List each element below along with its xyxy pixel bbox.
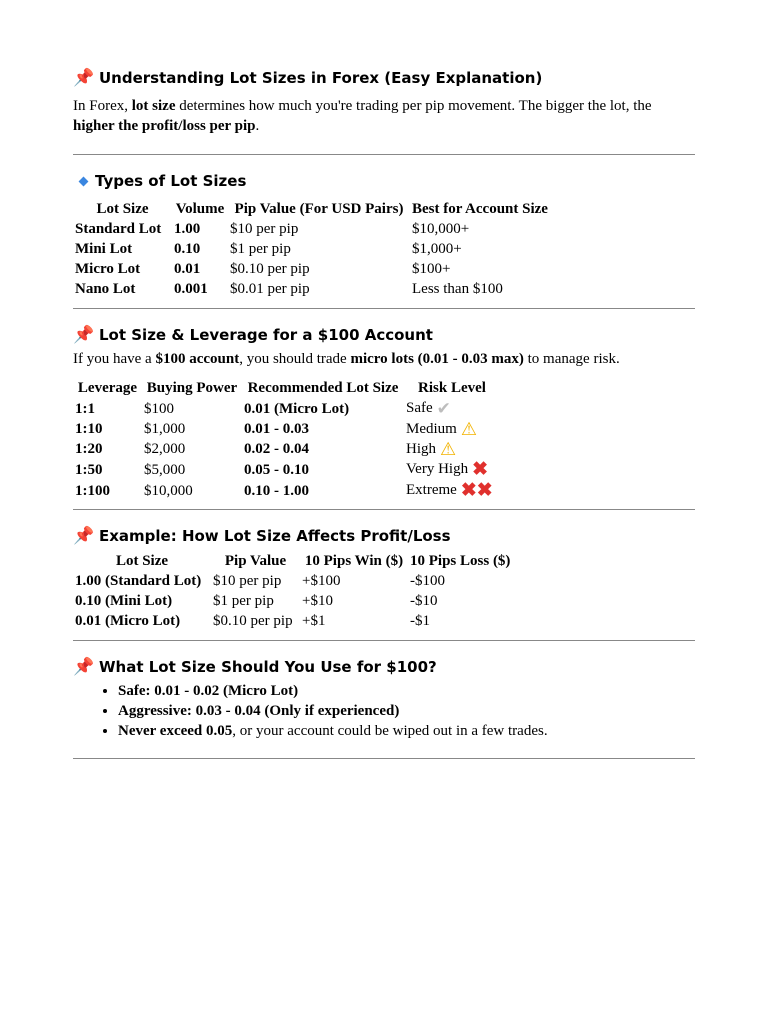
cell-pip-value: $1 per pip [230, 241, 291, 257]
cell-lot-size: Nano Lot [75, 281, 136, 297]
cell-risk-level [404, 459, 500, 480]
table-row [73, 591, 512, 611]
intro-bold-lot-size: lot size [131, 98, 176, 114]
divider [73, 154, 695, 155]
intro-text-2: determines how much you're trading per pip movement. The bigger the lot, the [175, 98, 652, 114]
double-cross-icon: ✖✖ [460, 480, 493, 501]
cell-win: +$1 [302, 613, 326, 629]
cell-account-size: $10,000+ [412, 221, 470, 237]
col-header-loss: 10 Pips Loss ($) [410, 553, 511, 569]
cell-risk-level [404, 398, 500, 419]
divider [73, 640, 695, 641]
pushpin-icon: 📌 [73, 68, 95, 88]
table-row [73, 459, 500, 480]
cell-win: +$10 [302, 593, 333, 609]
cell-buying-power: $1,000 [144, 421, 186, 437]
cell-leverage: 1:10 [75, 421, 103, 437]
cell-risk-level [404, 480, 500, 501]
col-header-lot-size: Lot Size [96, 201, 149, 217]
cell-recommended-lot: 0.10 - 1.00 [244, 482, 309, 499]
table-row [73, 480, 500, 501]
section-heading-example [73, 524, 695, 548]
leverage-bold-micro-lots: micro lots (0.01 - 0.03 max) [350, 351, 524, 367]
leverage-text-1: If you have a [73, 351, 156, 367]
cell-leverage: 1:50 [75, 461, 103, 478]
table-row [73, 439, 500, 459]
col-header-leverage: Leverage [77, 380, 138, 396]
cell-account-size: $100+ [412, 261, 451, 277]
cell-account-size: Less than $100 [412, 281, 503, 297]
cell-buying-power: $5,000 [144, 461, 186, 478]
cell-pip-value: $1 per pip [213, 593, 274, 609]
list-item [118, 701, 695, 721]
profit-loss-table [73, 551, 512, 631]
col-header-risk-level: Risk Level [418, 380, 486, 396]
pushpin-icon: 📌 [73, 657, 95, 677]
intro-paragraph [73, 96, 695, 136]
cell-lot-size: Micro Lot [75, 261, 141, 277]
page-title [73, 66, 695, 90]
cell-loss: -$100 [410, 573, 445, 589]
section-heading-leverage-text: Lot Size & Leverage for a $100 Account [99, 326, 433, 344]
cell-volume: 0.01 [174, 261, 201, 277]
cell-lot-size: 0.01 (Micro Lot) [75, 613, 181, 629]
table-row [73, 239, 550, 259]
divider [73, 758, 695, 759]
check-icon: ✔ [436, 399, 451, 418]
leverage-paragraph [73, 349, 695, 369]
risk-level-text: Safe [406, 400, 433, 416]
table-row [73, 398, 500, 419]
divider [73, 308, 695, 309]
leverage-bold-account: $100 account [155, 351, 240, 367]
cell-risk-level [404, 419, 500, 439]
page-title-text: Understanding Lot Sizes in Forex (Easy Explanation) [99, 69, 543, 87]
divider [73, 509, 695, 510]
section-heading-recommend [73, 655, 695, 679]
warning-icon: ⚠ [440, 439, 457, 459]
col-header-buying-power: Buying Power [146, 380, 238, 396]
risk-level-text: Extreme [406, 482, 457, 498]
cell-lot-size: Mini Lot [75, 241, 133, 257]
cell-account-size: $1,000+ [412, 241, 462, 257]
cell-leverage: 1:100 [75, 482, 110, 499]
list-item-aggressive: Aggressive: 0.03 - 0.04 (Only if experienced) [118, 703, 400, 719]
cross-icon: ✖ [472, 459, 488, 480]
cell-lot-size: Standard Lot [75, 221, 162, 237]
cell-recommended-lot: 0.01 - 0.03 [244, 421, 309, 437]
risk-level-text: Medium [406, 421, 457, 437]
cell-buying-power: $100 [144, 400, 174, 417]
table-row [73, 279, 550, 299]
cell-leverage: 1:20 [75, 441, 103, 457]
risk-level-text: High [406, 441, 436, 457]
leverage-table [73, 378, 500, 501]
section-heading-types [73, 169, 695, 193]
section-heading-example-text: Example: How Lot Size Affects Profit/Loss [99, 527, 451, 545]
cell-leverage: 1:1 [75, 400, 95, 417]
cell-buying-power: $10,000 [144, 482, 193, 499]
cell-recommended-lot: 0.02 - 0.04 [244, 441, 309, 457]
cell-lot-size: 1.00 (Standard Lot) [75, 573, 202, 589]
cell-pip-value: $10 per pip [213, 573, 282, 589]
table-row [73, 259, 550, 279]
recommendation-list [73, 681, 695, 741]
table-row [73, 571, 512, 591]
table-row [73, 611, 512, 631]
list-item-safe: Safe: 0.01 - 0.02 (Micro Lot) [118, 683, 299, 699]
table-row [73, 419, 500, 439]
cell-volume: 1.00 [174, 221, 201, 237]
list-item-never-bold: Never exceed 0.05 [118, 723, 233, 739]
intro-bold-profit-loss: higher the profit/loss per pip [73, 118, 256, 134]
cell-volume: 0.001 [174, 281, 208, 297]
list-item [118, 681, 695, 701]
cell-loss: -$1 [410, 613, 430, 629]
leverage-text-2: , you should trade [239, 351, 351, 367]
document-page [73, 66, 695, 759]
section-heading-leverage [73, 323, 695, 347]
lot-types-table [73, 199, 550, 299]
pushpin-icon: 📌 [73, 325, 95, 345]
risk-level-text: Very High [406, 461, 469, 477]
cell-recommended-lot: 0.05 - 0.10 [244, 461, 309, 478]
cell-pip-value: $0.10 per pip [230, 261, 310, 277]
pushpin-icon: 📌 [73, 526, 95, 546]
cell-pip-value: $10 per pip [230, 221, 299, 237]
cell-pip-value: $0.01 per pip [230, 281, 310, 297]
cell-volume: 0.10 [174, 241, 201, 257]
col-header-best-for: Best for Account Size [412, 201, 548, 217]
cell-pip-value: $0.10 per pip [213, 613, 293, 629]
intro-text-3: . [255, 118, 260, 134]
table-header-row [73, 378, 500, 398]
blue-diamond-icon [79, 176, 89, 186]
intro-text-1: In Forex, [73, 98, 132, 114]
col-header-lot-size: Lot Size [115, 553, 169, 569]
list-item-never-rest: , or your account could be wiped out in a few trades. [232, 723, 548, 739]
col-header-pip-value: Pip Value [224, 553, 287, 569]
cell-win: +$100 [302, 573, 341, 589]
col-header-volume: Volume [175, 201, 225, 217]
cell-loss: -$10 [410, 593, 438, 609]
section-heading-types-text: Types of Lot Sizes [95, 172, 247, 190]
section-heading-recommend-text: What Lot Size Should You Use for $100? [99, 658, 437, 676]
table-header-row [73, 199, 550, 219]
col-header-recommended-lot: Recommended Lot Size [247, 380, 399, 396]
col-header-pip-value: Pip Value (For USD Pairs) [234, 201, 404, 217]
leverage-text-3: to manage risk. [523, 351, 620, 367]
list-item [118, 721, 695, 741]
cell-lot-size: 0.10 (Mini Lot) [75, 593, 173, 609]
cell-recommended-lot: 0.01 (Micro Lot) [244, 400, 350, 417]
cell-buying-power: $2,000 [144, 441, 186, 457]
table-row [73, 219, 550, 239]
cell-risk-level [404, 439, 500, 459]
col-header-win: 10 Pips Win ($) [304, 553, 404, 569]
warning-icon: ⚠ [460, 419, 477, 439]
table-header-row [73, 551, 512, 571]
